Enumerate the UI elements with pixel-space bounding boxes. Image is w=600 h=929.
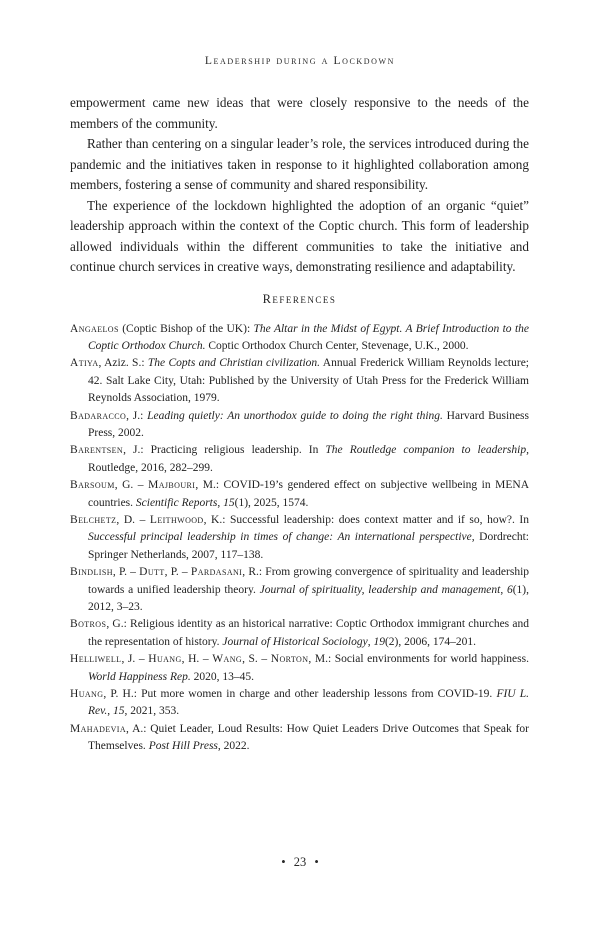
reference-segment: , P. – xyxy=(164,566,191,579)
reference-segment: (2), 2006, 174–201. xyxy=(384,635,476,648)
running-header: Leadership during a Lockdown xyxy=(204,55,396,67)
reference-segment: , 2022. xyxy=(217,740,250,753)
reference-segment: Journal of spirituality, leadership and management xyxy=(259,583,501,596)
reference-item xyxy=(70,651,529,686)
body-text xyxy=(70,93,529,278)
reference-segment: Bindlish xyxy=(70,566,113,579)
reference-item xyxy=(70,616,529,651)
reference-segment: Leithwood xyxy=(149,513,204,526)
reference-segment: Barsoum xyxy=(70,479,115,492)
reference-segment: Leading quietly: An unorthodox guide to doing the right thing. xyxy=(147,409,443,422)
reference-segment: Atiya xyxy=(70,357,99,370)
reference-segment: , xyxy=(217,496,224,509)
reference-item xyxy=(70,686,529,721)
reference-item xyxy=(70,721,529,756)
reference-item xyxy=(70,408,529,443)
reference-item xyxy=(70,442,529,477)
reference-segment: , xyxy=(367,635,374,648)
reference-segment: (1), 2025, 1574. xyxy=(234,496,309,509)
reference-segment: Barentsen xyxy=(70,444,124,457)
reference-segment: The Copts and Christian civilization. xyxy=(147,357,321,370)
reference-segment: Badaracco xyxy=(70,409,127,422)
reference-segment: Routledge, 2016, 282–299. xyxy=(88,461,213,474)
page-content xyxy=(70,93,529,756)
reference-segment: , R.: From growing convergence of spirituality and leadership towards a unified leadership theory. xyxy=(88,566,530,596)
reference-segment: , D. – xyxy=(116,513,150,526)
reference-segment: Mahadevia xyxy=(70,722,127,735)
reference-segment: Botros xyxy=(70,618,107,631)
reference-segment: , J.: xyxy=(126,409,148,422)
reference-segment: , M.: Social environments for world happiness. xyxy=(308,653,529,666)
reference-segment: Huang xyxy=(70,688,104,701)
paragraph: The experience of the lockdown highlighted the adoption of an organic “quiet” leadership approach within the context of the Coptic church. This form of leadership allowed individuals within the different communities to take the initiative and continue church services in creative ways, demonstrating resilience and adaptability. xyxy=(70,197,529,274)
reference-segment: 19 xyxy=(373,635,385,648)
reference-segment: Scientific Reports xyxy=(135,496,218,509)
paragraph: empowerment came new ideas that were closely responsive to the needs of the members of the community. xyxy=(70,95,529,131)
references-heading: References xyxy=(262,291,337,306)
reference-segment: Annual Frederick William Reynolds lecture; 42. Salt Lake City, Utah: Published by the University of Utah Press for the Frederick William Reynolds Association, 1979. xyxy=(88,357,529,405)
reference-segment: , S. – xyxy=(242,653,271,666)
reference-segment: 6 xyxy=(506,583,513,596)
reference-segment: Pardasani xyxy=(190,566,243,579)
reference-segment: The Altar in the Midst of Egypt. A Brief Introduction to the Coptic Orthodox Church. xyxy=(88,322,529,352)
reference-segment: FIU L. Rev. xyxy=(88,688,530,718)
reference-segment: (1), 2012, 3–23. xyxy=(88,583,529,613)
reference-segment: Dordrecht: Springer Netherlands, 2007, 117–138. xyxy=(88,531,529,561)
reference-segment: 2020, 13–45. xyxy=(190,670,255,683)
reference-segment: , 2021, 353. xyxy=(124,705,180,718)
reference-segment: , G.: Religious identity as an historical narrative: Coptic Orthodox immigrant churches and the representation of history. xyxy=(88,618,529,648)
page-number: • 23 • xyxy=(281,855,319,869)
reference-segment: , xyxy=(107,705,114,718)
reference-segment: Majbouri xyxy=(148,479,196,492)
reference-segment: Coptic Orthodox Church Center, Stevenage, U.K., 2000. xyxy=(205,339,469,352)
reference-segment: , M.: COVID-19’s gendered effect on subjective wellbeing in MENA countries. xyxy=(88,479,529,509)
reference-segment: The Routledge companion to leadership, xyxy=(325,444,529,457)
reference-segment: Angaelos xyxy=(70,322,119,335)
reference-segment: , P. – xyxy=(112,566,140,579)
reference-segment: Journal of Historical Sociology xyxy=(222,635,368,648)
reference-segment: , J.: Practicing religious leadership. In xyxy=(123,444,326,457)
reference-segment: Helliwell xyxy=(70,653,122,666)
reference-item xyxy=(70,512,529,564)
reference-segment: Harvard Business Press, 2002. xyxy=(88,409,529,439)
reference-item xyxy=(70,564,529,616)
reference-segment: 15 xyxy=(113,705,125,718)
paragraph: Rather than centering on a singular leader’s role, the services introduced during the pandemic and the initiatives taken in response to it highlighted collaboration among members, fostering a sense of community and shared responsibility. xyxy=(70,136,529,192)
reference-segment: , H. – xyxy=(181,653,213,666)
reference-segment: Post Hill Press xyxy=(148,740,218,753)
reference-item xyxy=(70,477,529,512)
reference-segment: , P. H.: Put more women in charge and other leadership lessons from COVID-19. xyxy=(103,688,497,701)
reference-segment: Norton xyxy=(270,653,309,666)
reference-item xyxy=(70,355,529,407)
reference-segment: , A.: Quiet Leader, Loud Results: How Quiet Leaders Drive Outcomes that Speak for Themselves. xyxy=(88,722,529,753)
reference-segment: , K.: Successful leadership: does context matter and if so, how?. In xyxy=(203,513,529,526)
reference-segment: World Happiness Rep. xyxy=(88,670,191,683)
reference-segment: 15 xyxy=(223,496,235,509)
reference-segment: , J. – xyxy=(121,653,149,666)
reference-segment: Wang xyxy=(212,653,243,666)
reference-segment: Dutt xyxy=(139,566,165,579)
reference-segment: , Aziz. S.: xyxy=(98,357,148,370)
reference-segment: , G. – xyxy=(114,479,149,492)
reference-segment: Belchetz xyxy=(70,513,117,526)
reference-segment: , xyxy=(500,583,507,596)
reference-segment: Huang xyxy=(148,653,182,666)
reference-item xyxy=(70,321,529,356)
reference-segment: (Coptic Bishop of the UK): xyxy=(118,322,254,335)
reference-segment: Successful principal leadership in times of change: An international perspective, xyxy=(88,531,475,544)
references-list xyxy=(70,321,529,756)
